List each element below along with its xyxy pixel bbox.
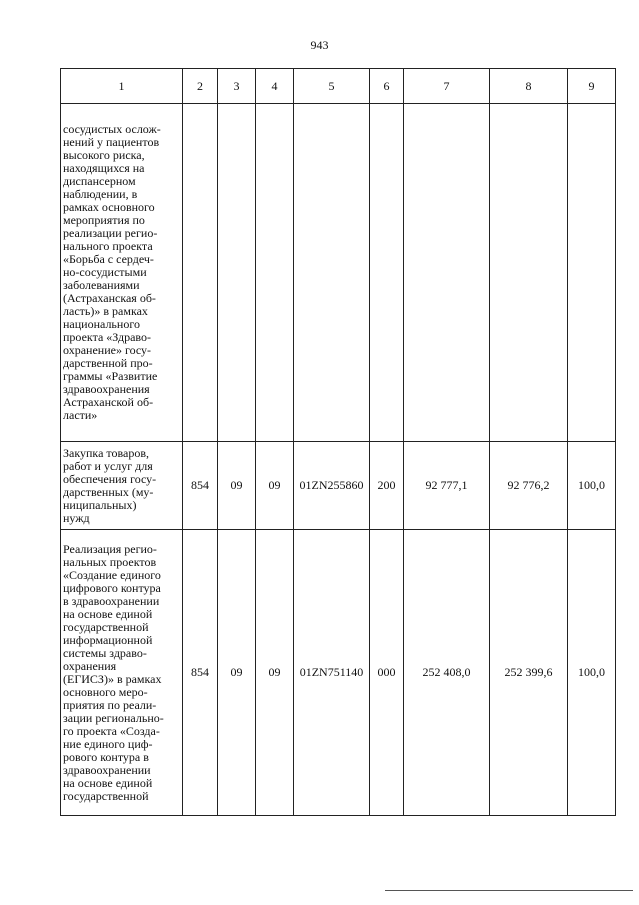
table-row [61, 442, 616, 530]
column-header-1: 1 [61, 69, 183, 104]
cell-subsection [256, 104, 294, 442]
budget-table [60, 68, 616, 816]
column-header-6: 6 [370, 69, 404, 104]
row-description: Реализация регио- нальных проектов «Создание единого цифрового контура в здравоохранении на основе единой государственной информационной системы здраво- охранения (ЕГИСЗ)» в рамках основного меро- приятия по реали- зации регионально- го проекта «Созда- ние единого циф- рового контура в здравоохранении на основе единой государственной [61, 530, 183, 816]
row-description: сосудистых ослож- нений у пациентов высокого риска, находящихся на диспансерном наблюдении, в рамках основного мероприятия по реализации регио- нального проекта «Борьба с сердеч- но-сосудистыми заболеваниями (Астраханская об- ласть)» в рамках национального проекта «Здраво- охранение» госу- дарственной про- граммы «Развитие здравоохранения Астраханской об- ласти» [61, 104, 183, 442]
cell-section: 09 [218, 442, 256, 530]
cell-subsection: 09 [256, 530, 294, 816]
bottom-divider [385, 890, 633, 891]
cell-planned-amount: 92 777,1 [404, 442, 490, 530]
table-row [61, 104, 616, 442]
column-header-4: 4 [256, 69, 294, 104]
cell-section [218, 104, 256, 442]
column-header-3: 3 [218, 69, 256, 104]
cell-ministry-code: 854 [183, 530, 218, 816]
cell-target-article [294, 104, 370, 442]
column-header-9: 9 [568, 69, 616, 104]
table-row [61, 530, 616, 816]
cell-execution-percent [568, 104, 616, 442]
cell-expense-type [370, 104, 404, 442]
cell-ministry-code: 854 [183, 442, 218, 530]
cell-execution-percent: 100,0 [568, 442, 616, 530]
cell-section: 09 [218, 530, 256, 816]
cell-planned-amount [404, 104, 490, 442]
cell-executed-amount: 92 776,2 [490, 442, 568, 530]
row-description: Закупка товаров, работ и услуг для обеспечения госу- дарственных (му- ниципальных) нужд [61, 442, 183, 530]
column-header-5: 5 [294, 69, 370, 104]
cell-planned-amount: 252 408,0 [404, 530, 490, 816]
page-number: 943 [310, 38, 329, 52]
cell-subsection: 09 [256, 442, 294, 530]
cell-execution-percent: 100,0 [568, 530, 616, 816]
header-row [61, 69, 616, 104]
column-header-8: 8 [490, 69, 568, 104]
cell-ministry-code [183, 104, 218, 442]
cell-executed-amount: 252 399,6 [490, 530, 568, 816]
cell-expense-type: 200 [370, 442, 404, 530]
cell-executed-amount [490, 104, 568, 442]
column-header-2: 2 [183, 69, 218, 104]
cell-target-article: 01ZN255860 [294, 442, 370, 530]
cell-target-article: 01ZN751140 [294, 530, 370, 816]
column-header-7: 7 [404, 69, 490, 104]
cell-expense-type: 000 [370, 530, 404, 816]
